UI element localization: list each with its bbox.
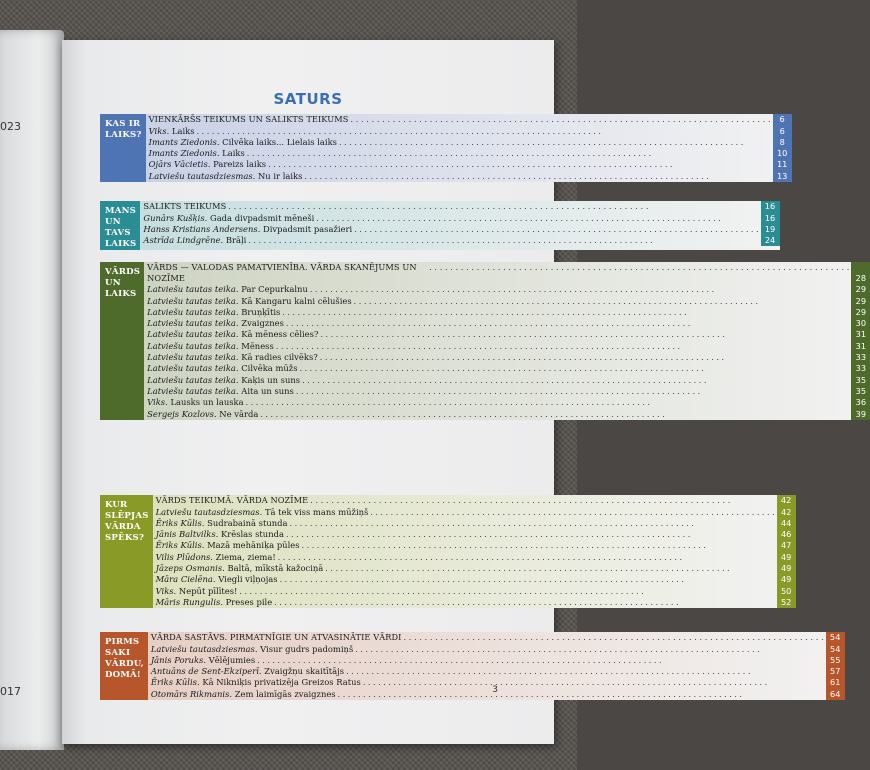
leader-dots (197, 126, 771, 137)
leader-dots (310, 495, 774, 506)
entry-title: Cilvēka laiks... Lielais laiks (222, 136, 337, 147)
leader-dots (247, 148, 771, 159)
entry-page-number: 42 (777, 495, 796, 506)
contents-section (100, 114, 788, 182)
entry-title: Nepūt pīlītes! (178, 585, 238, 596)
entry-title: Tā tek viss mans mūžiņš (264, 506, 369, 517)
entry-text (143, 224, 352, 235)
entry-title: Cilvēka mūžs (241, 363, 298, 374)
contents-entry[interactable] (144, 307, 870, 318)
entry-page-number: 35 (851, 386, 870, 397)
entry-title: Ne vārda (219, 408, 259, 419)
entry-text (147, 352, 318, 363)
entry-title: Preses pile (225, 596, 273, 607)
contents-section (100, 632, 841, 700)
entry-page-number: 6 (773, 114, 792, 125)
entry-text (149, 137, 337, 148)
entry-title: Kā Nikniķis privatizēja Greizos Ratus (202, 677, 361, 688)
contents-entry[interactable] (144, 397, 870, 408)
entry-author: Gunārs Kušķis. (143, 212, 208, 223)
contents-entry[interactable] (144, 408, 870, 419)
entry-author: Latviešu tautas teika. (147, 340, 239, 351)
leader-dots (239, 586, 774, 597)
entry-title: Viegli viļņojas (218, 574, 278, 585)
entry-text (156, 563, 324, 574)
entry-author: Latviešu tautasdziesmas. (155, 506, 263, 517)
contents-entry[interactable] (153, 563, 796, 574)
leader-dots (363, 677, 824, 688)
contents-entry[interactable] (144, 318, 870, 329)
entry-text (147, 375, 300, 386)
entry-page-number: 35 (851, 374, 870, 385)
entry-page-number: 54 (826, 643, 845, 654)
entry-title: Kā Kangaru kalni cēlušies (241, 295, 352, 306)
contents-entry[interactable] (146, 137, 792, 148)
entry-text (151, 632, 402, 643)
contents-entry[interactable] (144, 284, 870, 295)
contents-entry[interactable] (153, 540, 796, 551)
leader-dots (274, 597, 775, 608)
entry-title: Mēness (241, 340, 274, 351)
leader-dots (350, 114, 770, 125)
leader-dots (286, 318, 849, 329)
leader-dots (289, 518, 774, 529)
leader-dots (355, 644, 823, 655)
leader-dots (370, 507, 774, 518)
contents-entry[interactable] (140, 235, 779, 246)
contents-entry[interactable] (144, 386, 870, 397)
entry-author: Latviešu tautas teika. (147, 306, 239, 317)
contents-entry[interactable] (153, 585, 796, 596)
entry-page-number: 55 (826, 655, 845, 666)
entry-page-number: 30 (851, 318, 870, 329)
leader-dots (302, 375, 849, 386)
entry-title: Kaķis un suns (241, 374, 301, 385)
leader-dots (339, 137, 771, 148)
entry-title: Laiks (171, 125, 195, 136)
entry-author: Ēriks Kūlis. (155, 540, 205, 551)
entry-author: Viks. (147, 397, 168, 408)
entry-author: Otomārs Rikmanis. (150, 688, 233, 699)
entry-page-number: 50 (777, 585, 796, 596)
leader-dots (320, 329, 849, 340)
entry-page-number: 13 (773, 170, 792, 181)
contents-entry[interactable] (153, 597, 796, 608)
entry-text (147, 409, 258, 420)
leader-dots (260, 409, 849, 420)
contents-entry[interactable] (146, 159, 792, 170)
entry-page-number: 11 (773, 159, 792, 170)
entry-page-number: 46 (777, 529, 796, 540)
entry-author: Ēriks Kūlis. (155, 517, 205, 528)
entry-page-number: 24 (761, 235, 780, 246)
entry-page-number: 28 (851, 262, 870, 284)
leader-dots (316, 213, 758, 224)
entry-text (149, 126, 195, 137)
entry-text (156, 495, 309, 506)
entry-page-number: 49 (777, 563, 796, 574)
entry-author: Ojārs Vācietis. (148, 159, 211, 170)
entry-page-number: 16 (761, 201, 780, 212)
entry-title: Kā radies cilvēks? (241, 352, 318, 363)
entry-text (147, 307, 280, 318)
entry-text (149, 171, 303, 182)
entry-title: Bruņķītis (241, 306, 281, 317)
entry-text (156, 518, 288, 529)
section-body (144, 262, 870, 420)
entry-author: Latviešu tautas teika. (147, 385, 239, 396)
entry-text (156, 586, 238, 597)
entry-text (151, 677, 361, 688)
contents-entry[interactable] (144, 295, 870, 306)
leader-dots (257, 655, 824, 666)
entry-author: Māra Cielēna. (155, 574, 216, 585)
contents-entry[interactable] (153, 506, 796, 517)
leader-dots (304, 171, 770, 182)
entry-author: Imants Ziedonis. (148, 136, 220, 147)
entry-text (151, 666, 344, 677)
entry-page-number: 19 (761, 224, 780, 235)
entry-page-number: 39 (851, 408, 870, 419)
entry-author: Sergejs Kozlovs. (147, 408, 217, 419)
leader-dots (248, 235, 758, 246)
entry-author: Latviešu tautas teika. (147, 318, 239, 329)
leader-dots (320, 352, 850, 363)
entry-text (156, 552, 276, 563)
entry-page-number: 54 (826, 632, 845, 643)
entry-title: Laiks (222, 148, 245, 159)
entry-text (151, 644, 353, 655)
contents-page (62, 40, 867, 744)
section-label: VĀRDS UN LAIKS (100, 262, 144, 420)
entry-title: Nu ir laiks (257, 170, 303, 181)
leader-dots (276, 341, 850, 352)
entry-title: Aita un suns (241, 385, 294, 396)
entry-author: Latviešu tautas teika. (147, 363, 239, 374)
leader-dots (300, 363, 850, 374)
entry-text (156, 597, 273, 608)
entry-author: Latviešu tautas teika. (147, 329, 239, 340)
entry-title: Baltā, mīkstā kažociņā (227, 563, 324, 574)
section-heading-entry[interactable] (148, 632, 845, 643)
entry-text (143, 235, 246, 246)
section-label: PIRMS SAKI VĀRDU, DOMĀ! (100, 632, 148, 700)
entry-author: Ēriks Kūlis. (150, 677, 200, 688)
contents-entry[interactable] (146, 170, 792, 181)
entry-page-number: 10 (773, 148, 792, 159)
entry-text (156, 507, 369, 518)
entry-author: Latviešu tautasdziesmas. (148, 170, 256, 181)
contents-entry[interactable] (153, 529, 796, 540)
entry-title: Zvaigžņu skaitītājs (264, 666, 345, 677)
entry-title: VIENKĀRŠS TEIKUMS UN SALIKTS TEIKUMS (148, 114, 349, 125)
entry-title: SALIKTS TEIKUMS (143, 201, 227, 212)
contents-entry[interactable] (144, 329, 870, 340)
contents-entry[interactable] (153, 518, 796, 529)
entry-title: Krēslas stunda (220, 529, 284, 540)
contents-entry[interactable] (148, 655, 845, 666)
entry-title: VĀRDA SASTĀVS. PIRMATNĪGIE UN ATVASINĀTIE VĀRDI (150, 632, 402, 643)
entry-author: Māris Rungulis. (155, 596, 223, 607)
section-label: KUR SLĒPJAS VĀRDA SPĒKS? (100, 495, 153, 608)
page-title: SATURS (273, 90, 343, 108)
entry-page-number: 47 (777, 540, 796, 551)
entry-title: Gada divpadsmit mēneši (210, 212, 315, 223)
page-number: 3 (492, 685, 498, 695)
entry-title: Divpadsmit pasažieri (263, 223, 353, 234)
section-label: MANS UN TAVS LAIKS (100, 201, 140, 250)
entry-page-number: 57 (826, 666, 845, 677)
contents-entry[interactable] (146, 148, 792, 159)
contents-entry[interactable] (144, 340, 870, 351)
entry-author: Jānis Poruks. (150, 654, 206, 665)
entry-author: Antuāns de Sent-Ekziperī. (150, 666, 262, 677)
leader-dots (302, 540, 775, 551)
entry-page-number: 29 (851, 284, 870, 295)
entry-title: VĀRDS — VALODAS PAMATVIENĪBA. VĀRDA SKANĒJUMS UN NOZĪME (147, 262, 417, 283)
section-body (140, 201, 779, 250)
section-heading-entry[interactable] (144, 262, 870, 284)
entry-page-number: 29 (851, 307, 870, 318)
entry-author: Latviešu tautasdziesmas. (150, 643, 258, 654)
entry-title: Zem laimīgās zvaigznes (234, 688, 336, 699)
entry-page-number: 44 (777, 518, 796, 529)
entry-text (147, 397, 243, 408)
entry-page-number: 42 (777, 506, 796, 517)
entry-text (147, 341, 274, 352)
leader-dots (310, 284, 850, 295)
entry-text (147, 296, 352, 307)
entry-text (149, 114, 349, 125)
leader-dots (268, 159, 771, 170)
entry-author: Latviešu tautas teika. (147, 374, 239, 385)
entry-author: Vilis Plūdons. (155, 551, 213, 562)
entry-title: Vēlējumies (208, 654, 256, 665)
entry-text (147, 262, 427, 284)
contents-entry[interactable] (144, 374, 870, 385)
entry-page-number: 31 (851, 329, 870, 340)
entry-page-number: 29 (851, 295, 870, 306)
left-page (0, 30, 64, 750)
entry-text (156, 574, 278, 585)
contents-section (100, 201, 776, 250)
entry-author: Viks. (155, 585, 177, 596)
entry-page-number: 6 (773, 125, 792, 136)
leader-dots (346, 666, 824, 677)
left-page-fragment: 023 (0, 120, 21, 133)
entry-author: Viks. (148, 125, 170, 136)
leader-dots (354, 224, 758, 235)
left-page-fragment: 017 (0, 685, 21, 698)
entry-title: Pareizs laiks (213, 159, 267, 170)
section-heading-entry[interactable] (140, 201, 779, 212)
leader-dots (228, 201, 758, 212)
entry-author: Latviešu tautas teika. (147, 352, 239, 363)
entry-text (151, 689, 336, 700)
entry-title: Mazā mehāniķa pūles (207, 540, 300, 551)
entry-page-number: 16 (761, 212, 780, 223)
entry-text (147, 363, 297, 374)
entry-title: Brāļi (225, 235, 247, 246)
contents-entry[interactable] (153, 574, 796, 585)
entry-page-number: 8 (773, 137, 792, 148)
leader-dots (429, 262, 849, 273)
entry-text (156, 540, 300, 551)
entry-text (147, 318, 284, 329)
section-body (153, 495, 796, 608)
contents-section (100, 262, 867, 420)
entry-page-number: 36 (851, 397, 870, 408)
entry-title: Ziema, ziema! (215, 551, 276, 562)
section-heading-entry[interactable] (153, 495, 796, 506)
entry-title: Kā mēness cēlies? (241, 329, 319, 340)
contents-section (100, 495, 792, 608)
leader-dots (282, 307, 849, 318)
contents-entry[interactable] (144, 352, 870, 363)
entry-author: Jānis Baltvilks. (155, 529, 219, 540)
leader-dots (325, 563, 774, 574)
leader-dots (286, 529, 775, 540)
contents-entry[interactable] (144, 363, 870, 374)
entry-author: Hanss Kristians Andersens. (143, 223, 261, 234)
entry-page-number: 33 (851, 352, 870, 363)
entry-author: Jāzeps Osmanis. (155, 563, 225, 574)
entry-page-number: 49 (777, 574, 796, 585)
entry-author: Imants Ziedonis. (148, 148, 220, 159)
section-heading-entry[interactable] (146, 114, 792, 125)
entry-page-number: 33 (851, 363, 870, 374)
entry-page-number: 49 (777, 551, 796, 562)
section-label: KAS IR LAIKS? (100, 114, 146, 182)
entry-text (147, 284, 308, 295)
contents-entry[interactable] (140, 212, 779, 223)
leader-dots (278, 552, 775, 563)
entry-text (143, 201, 226, 212)
section-body (146, 114, 792, 182)
contents-entry[interactable] (146, 125, 792, 136)
contents-entry[interactable] (153, 551, 796, 562)
leader-dots (246, 397, 850, 408)
entry-page-number: 61 (826, 677, 845, 688)
leader-dots (296, 386, 850, 397)
entry-text (151, 655, 255, 666)
leader-dots (338, 689, 824, 700)
contents-entry[interactable] (148, 666, 845, 677)
leader-dots (404, 632, 824, 643)
leader-dots (280, 574, 775, 585)
entry-author: Astrīda Lindgrēne. (143, 235, 224, 246)
entry-author: Latviešu tautas teika. (147, 295, 239, 306)
entry-title: Visur gudrs padomiņš (260, 643, 354, 654)
leader-dots (354, 296, 850, 307)
entry-title: Lausks un lauska (170, 397, 244, 408)
entry-text (149, 148, 245, 159)
entry-text (143, 213, 314, 224)
entry-text (149, 159, 266, 170)
contents-entry[interactable] (148, 643, 845, 654)
contents-entry[interactable] (140, 224, 779, 235)
entry-text (156, 529, 284, 540)
entry-text (147, 386, 294, 397)
entry-title: Par Cepurkalnu (241, 284, 308, 295)
entry-title: Zvaigznes (241, 318, 284, 329)
entry-text (147, 329, 318, 340)
entry-title: VĀRDS TEIKUMĀ. VĀRDA NOZĪME (155, 495, 309, 506)
entry-page-number: 31 (851, 340, 870, 351)
entry-page-number: 52 (777, 597, 796, 608)
entry-page-number: 64 (826, 688, 845, 699)
entry-author: Latviešu tautas teika. (147, 284, 239, 295)
entry-title: Sudrabainā stunda (207, 517, 288, 528)
